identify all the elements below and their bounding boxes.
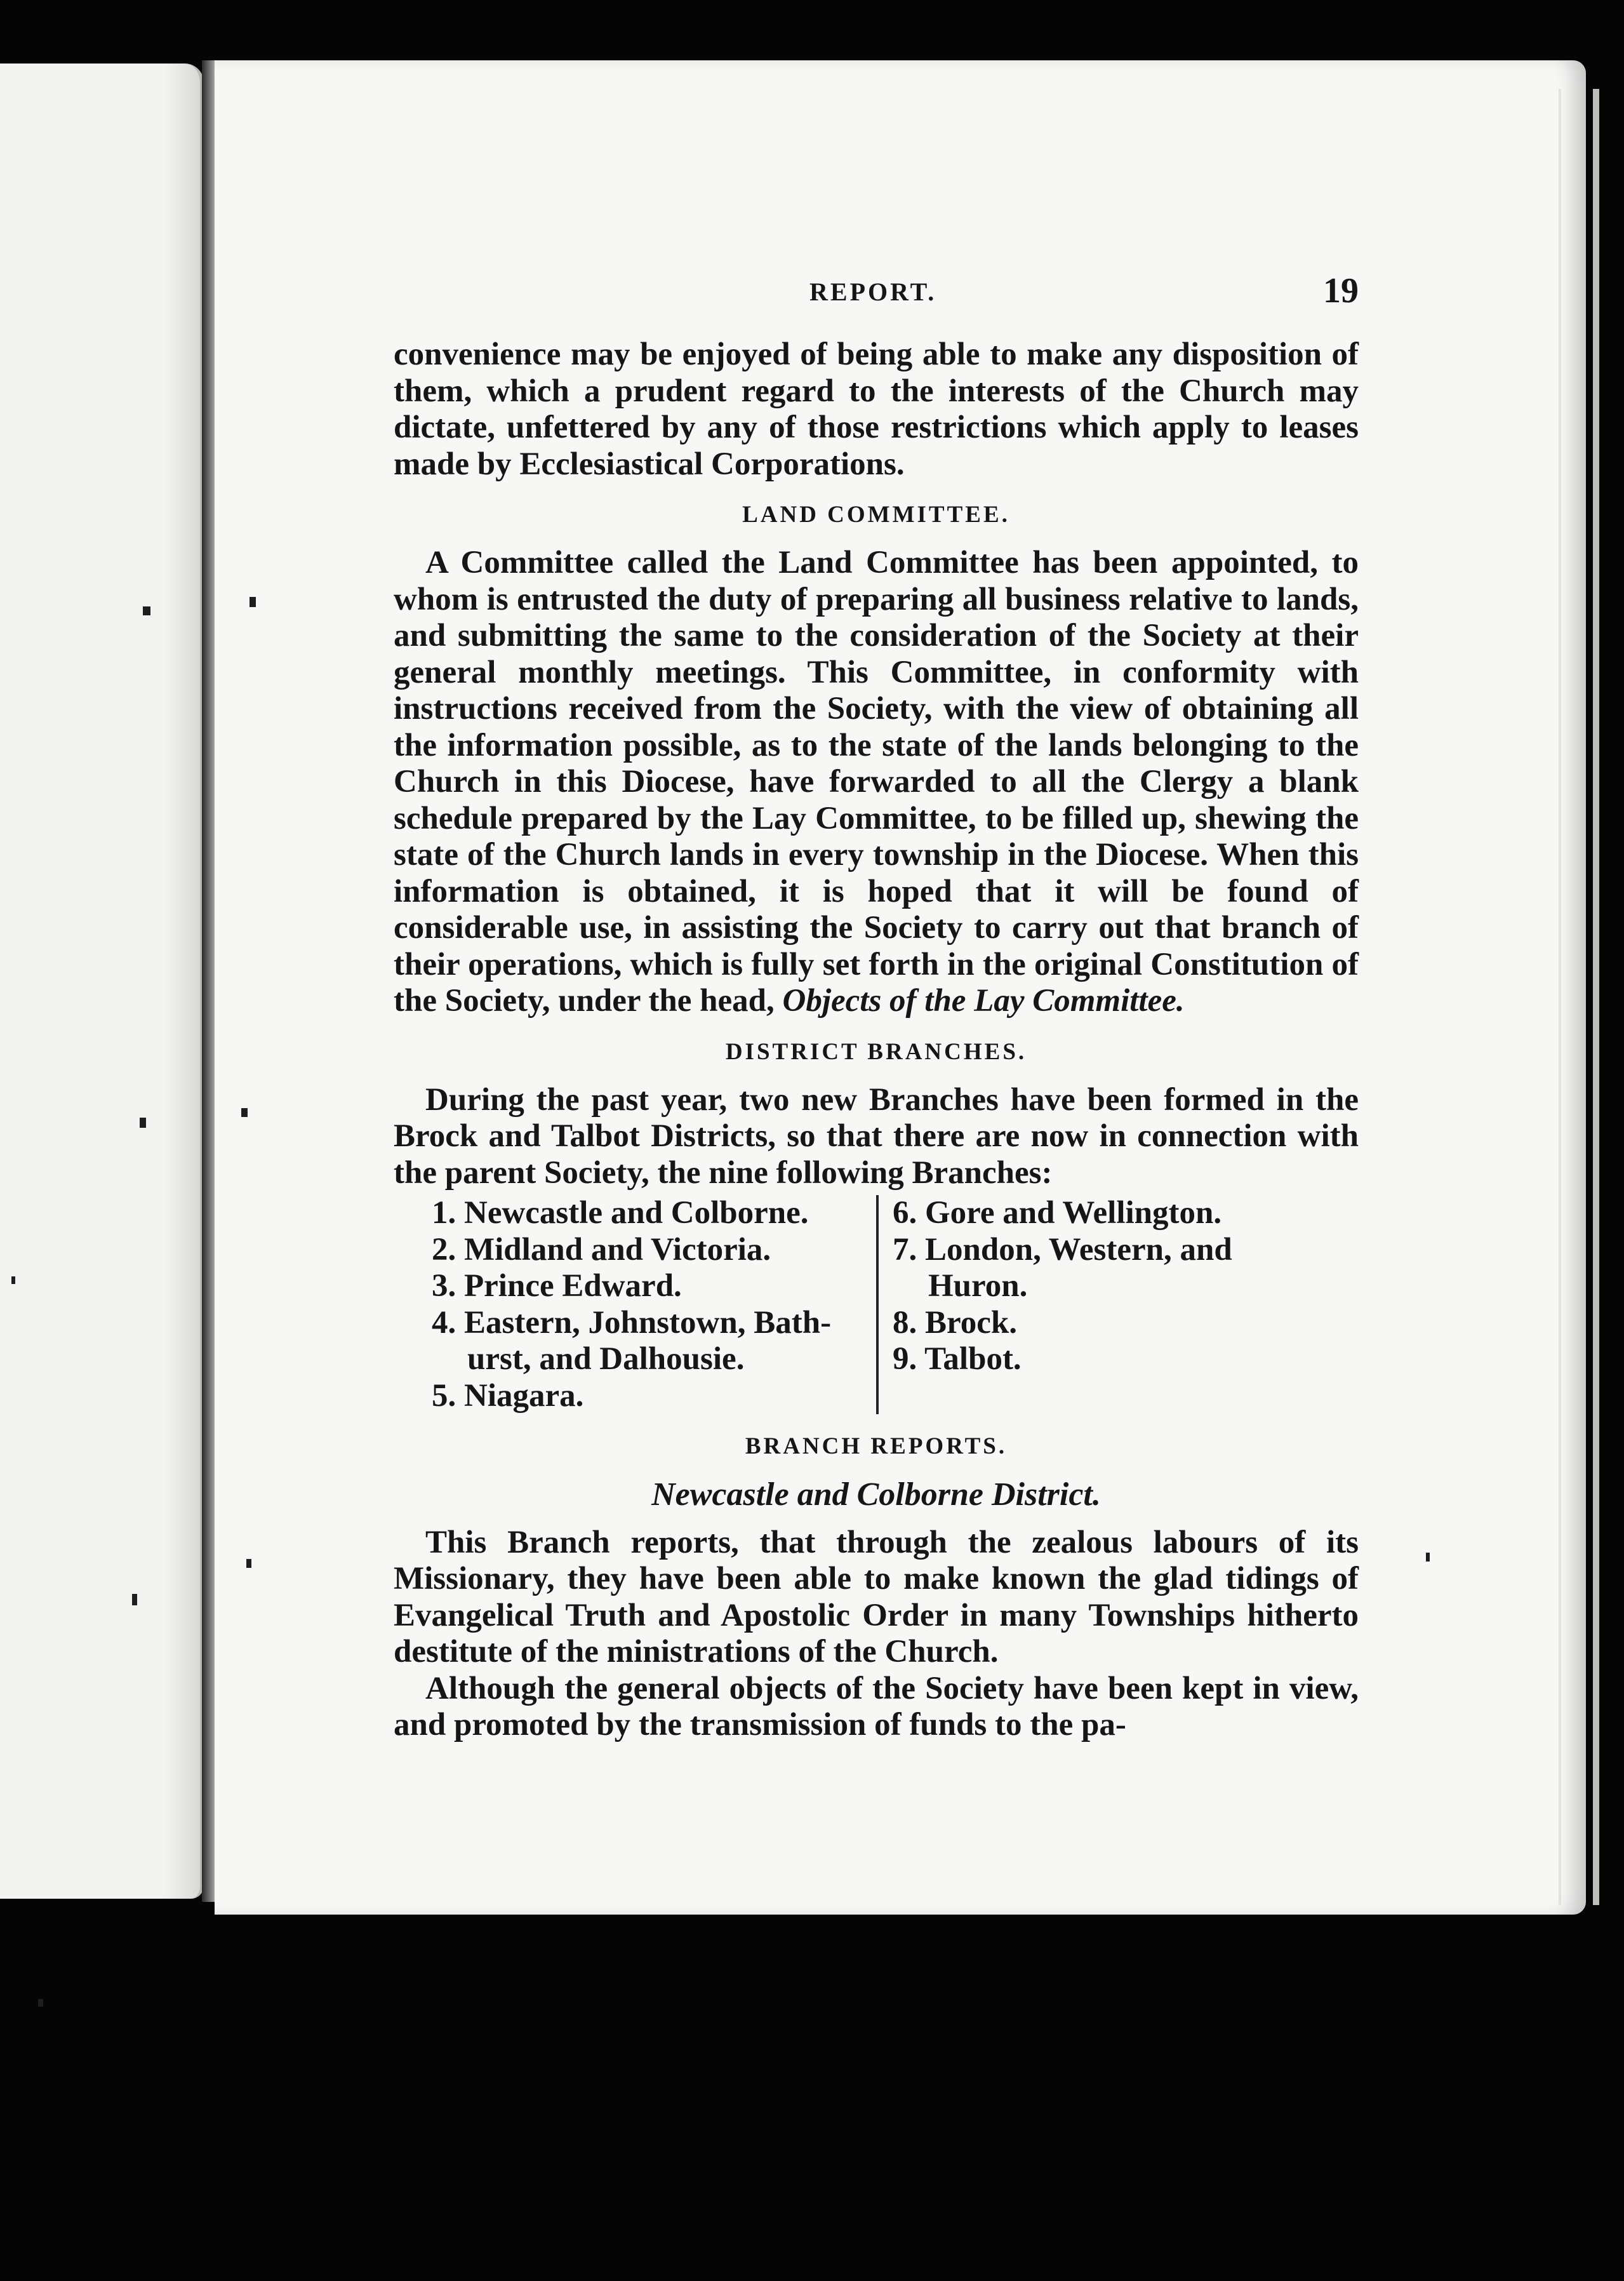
- branch-report-paragraph: This Branch reports, that through the zealous labours of its Missionary, they have been able to make known the glad tidings of Evangelical Truth and Apostolic Order in many Townships hitherto destitute of the ministrations of the Church.: [394, 1524, 1359, 1669]
- page-body: [394, 337, 1359, 1744]
- branch-item: 7. London, Western, and: [893, 1231, 1232, 1268]
- land-committee-paragraph: [394, 545, 1359, 1020]
- ink-mark: [250, 597, 256, 607]
- branch-item: 3. Prince Edward.: [432, 1268, 682, 1304]
- ink-mark: [143, 606, 150, 615]
- ink-mark: [1426, 1553, 1430, 1562]
- branch-item: 5. Niagara.: [432, 1377, 584, 1414]
- branch-item: 6. Gore and Wellington.: [893, 1195, 1222, 1231]
- branch-item-continuation: Huron.: [928, 1268, 1028, 1304]
- running-head: [394, 273, 1359, 318]
- lay-committee-reference: Objects of the Lay Committee.: [782, 983, 1185, 1019]
- branch-item-continuation: urst, and Dalhousie.: [467, 1341, 745, 1377]
- ink-mark: [241, 1108, 248, 1117]
- ink-mark: [132, 1594, 137, 1605]
- branch-report-paragraph: Although the general objects of the Society have been kept in view, and promoted by the transmission of funds to the pa-: [394, 1670, 1359, 1743]
- ink-mark: [38, 1999, 43, 2007]
- page-number: 19: [1323, 271, 1359, 311]
- branch-item: 1. Newcastle and Colborne.: [432, 1195, 809, 1231]
- branch-list-left-column: [394, 1195, 876, 1414]
- left-page-shadow: [164, 64, 203, 1899]
- branch-item: 9. Talbot.: [893, 1341, 1022, 1377]
- ink-mark: [246, 1559, 251, 1568]
- branch-reports-heading: BRANCH REPORTS.: [745, 1433, 1008, 1459]
- ink-mark: [140, 1118, 146, 1128]
- branch-item: 8. Brock.: [893, 1304, 1017, 1341]
- running-head-title: REPORT.: [809, 278, 937, 306]
- branch-item: 2. Midland and Victoria.: [432, 1231, 771, 1268]
- district-branches-heading: DISTRICT BRANCHES.: [725, 1038, 1027, 1065]
- district-branches-paragraph: During the past year, two new Branches have been formed in the Brock and Talbot Districts, so that there are now in connection with the parent Society, the nine following Branches:: [394, 1081, 1359, 1191]
- ink-mark: [11, 1276, 15, 1284]
- left-page-edge: [0, 64, 204, 1899]
- branch-list: [394, 1195, 1359, 1414]
- branch-list-right-column: [876, 1195, 1359, 1414]
- opening-paragraph: convenience may be enjoyed of being able to make any disposition of them, which a prudent regard to the interests of the Church may dictate, unfettered by any of those restrictions which apply to leases made by Ecclesiastical Corporations.: [394, 337, 1359, 482]
- page-edge-stack: [1559, 89, 1599, 1905]
- newcastle-district-subheading: Newcastle and Colborne District.: [651, 1476, 1101, 1513]
- land-committee-heading: LAND COMMITTEE.: [742, 502, 1010, 528]
- branch-item: 4. Eastern, Johnstown, Bath-: [432, 1304, 832, 1341]
- land-committee-text: A Committee called the Land Committee has been appointed, to whom is entrusted the duty of preparing all business relative to lands, and submitting the same to the consideration of the Society at their general monthly meetings. This Committee, in conformity with instructions received from the Society, with the view of obtaining all the information possible, as to the state of the lands belonging to the Church in this Diocese, have forwarded to all the Clergy a blank schedule prepared by the Lay Committee, to be filled up, shewing the state of the Church lands in every township in the Diocese. When this information is obtained, it is hoped that it will be found of considerable use, in assisting the Society to carry out that branch of their operations, which is fully set forth in the original Constitution of the Society, under the head,: [394, 545, 1359, 1019]
